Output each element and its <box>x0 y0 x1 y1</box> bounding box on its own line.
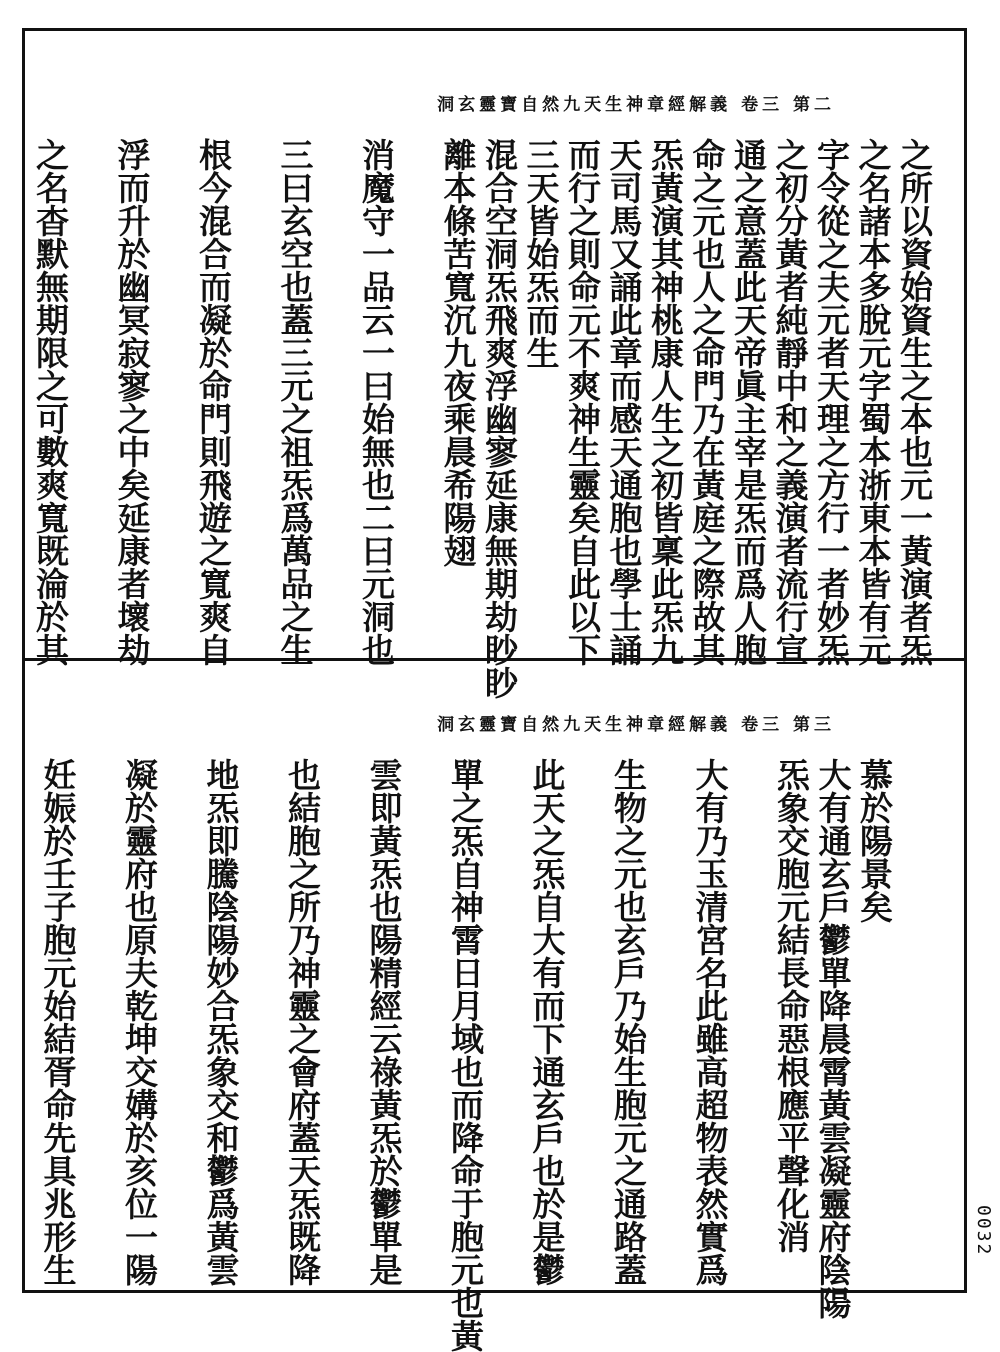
commentary-column: 根今混合而凝於命門則飛遊之寬爽自 <box>194 138 233 666</box>
commentary-column: 單之炁自神霄日月域也而降命于胞元也黃 <box>446 758 485 1352</box>
commentary-column: 消魔守一品云一曰始無也二曰元洞也 <box>357 138 396 666</box>
commentary-column: 此天之炁自大有而下通玄戶也於是鬱 <box>527 758 567 1286</box>
commentary-column: 也結胞之所乃神靈之會府蓋天炁既降 <box>283 758 322 1286</box>
commentary-column: 浮而升於幽冥寂寥之中矣延康者壞劫 <box>112 138 152 666</box>
commentary-column: 妊娠於壬子胞元始結胥命先具兆形生 <box>38 758 78 1286</box>
scripture-verse-column: 大有通玄戶鬱單降晨霄黃雲凝靈府陰陽 <box>813 758 853 1319</box>
commentary-column: 大有乃玉清宮名此雖高超物表然實爲 <box>690 758 730 1286</box>
page-number: 0032 <box>973 1205 994 1257</box>
commentary-column: 三曰玄空也蓋三元之祖炁爲萬品之生 <box>275 138 315 666</box>
top-panel <box>31 90 945 699</box>
text-column: 之初分黃者純靜中和之義演者流行宣 <box>770 138 810 666</box>
text-column: 天司馬又誦此章而感天通胞也學士誦 <box>604 138 644 666</box>
commentary-column: 生物之元也玄戶乃始生胞元之通路蓋 <box>609 758 648 1286</box>
scripture-verse-column: 混合空洞炁飛爽浮幽寥延康無期劫眇眇 <box>480 138 519 699</box>
commentary-column: 凝於靈府也原夫乾坤交媾於亥位一陽 <box>120 758 159 1286</box>
text-column: 之名諸本多脫元字蜀本浙東本皆有元 <box>853 138 893 666</box>
commentary-column <box>0 758 37 1278</box>
text-column: 字令從之夫元者天理之方行一者妙炁 <box>812 138 851 666</box>
text-column: 三天皆始炁而生 <box>521 138 561 369</box>
commentary-column: 地炁即騰陰陽妙合炁象交和鬱爲黃雲 <box>201 758 241 1286</box>
bottom-panel-header: 洞玄靈寶自然九天生神章經解義 卷三 第三 <box>437 715 835 735</box>
commentary-column: 雲即黃炁也陽精經云祿黃炁於鬱單是 <box>364 758 404 1286</box>
top-panel-body <box>31 138 935 699</box>
commentary-column: 之名杳默無期限之可數爽寬既淪於其 <box>31 138 70 666</box>
text-column: 之所以資始資生之本也元一黃演者炁 <box>895 138 934 666</box>
text-column: 而行之則命元不爽神生靈矣自此以下 <box>563 138 602 666</box>
bottom-panel-body <box>38 758 935 1352</box>
commentary-column: 慕於陽景矣 <box>855 758 894 923</box>
bottom-panel <box>38 710 945 1352</box>
text-column: 命之元也人之命門乃在黃庭之際故其 <box>687 138 727 666</box>
top-panel-header: 洞玄靈寶自然九天生神章經解義 卷三 第二 <box>437 95 835 115</box>
text-column: 炁黃演其神桃康人生之初皆稟此炁九 <box>646 138 685 666</box>
scripture-verse-column: 炁象交胞元結長命惡根應平聲化消 <box>772 758 811 1253</box>
commentary-column <box>0 138 30 648</box>
text-column: 通之意蓋此天帝眞主宰是炁而爲人胞 <box>729 138 768 666</box>
scripture-verse-column: 離本條苦寬沉九夜乘晨希陽翅 <box>438 138 478 567</box>
